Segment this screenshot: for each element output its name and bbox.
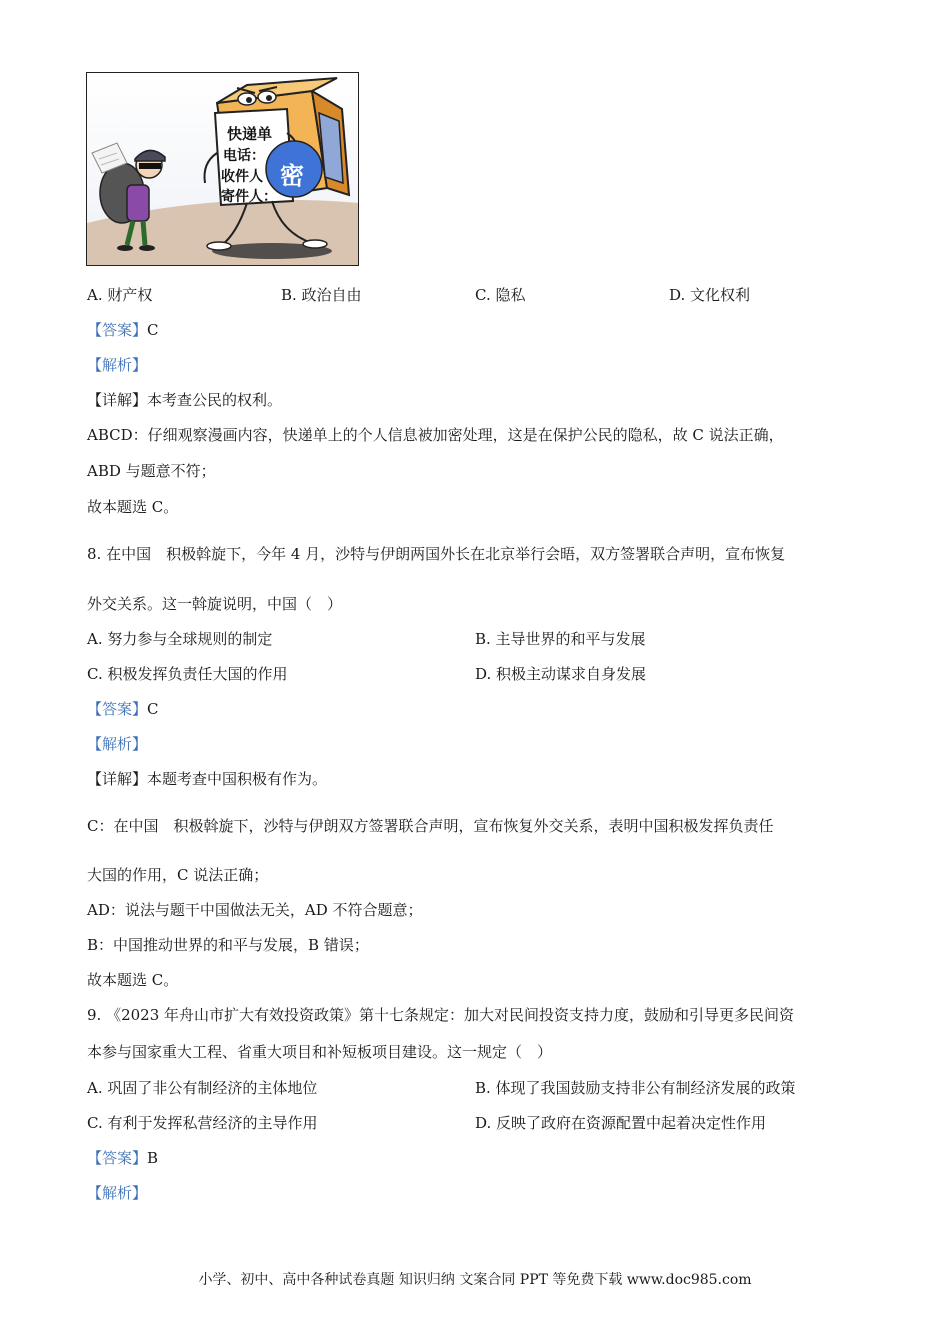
q7-analysis-tag: 【解析】 bbox=[87, 356, 148, 374]
q8-detail: 【详解】本题考查中国积极有作为。 bbox=[87, 770, 328, 788]
q9-option-a: A. 巩固了非公有制经济的主体地位 bbox=[87, 1079, 318, 1097]
answer-tag: 【答案】 bbox=[87, 321, 148, 339]
answer-value: B bbox=[147, 1149, 159, 1167]
answer-value: C bbox=[147, 321, 159, 339]
q8-option-b: B. 主导世界的和平与发展 bbox=[475, 630, 646, 648]
waybill-stamp: 密 bbox=[280, 162, 304, 190]
q9-answer bbox=[87, 1148, 158, 1168]
q7-conclusion: 故本题选 C。 bbox=[87, 498, 179, 516]
q8-analysis-tag: 【解析】 bbox=[87, 735, 148, 753]
q9-option-d: D. 反映了政府在资源配置中起着决定性作用 bbox=[475, 1114, 767, 1132]
q9-option-b: B. 体现了我国鼓励支持非公有制经济发展的政策 bbox=[475, 1079, 796, 1097]
q8-answer bbox=[87, 699, 159, 719]
q7-explain-2: ABD 与题意不符； bbox=[87, 462, 216, 480]
q7-option-b: B. 政治自由 bbox=[281, 286, 362, 304]
q9-option-c: C. 有利于发挥私营经济的主导作用 bbox=[87, 1114, 318, 1132]
q8-stem-1: 8. 在中国 积极斡旋下，今年 4 月，沙特与伊朗两国外长在北京举行会晤，双方签署联合声明，宣布恢复 bbox=[87, 545, 786, 563]
q8-explain-2: 大国的作用，C 说法正确； bbox=[87, 866, 269, 884]
q7-answer bbox=[87, 320, 159, 340]
q9-analysis-tag: 【解析】 bbox=[87, 1184, 148, 1202]
q8-option-c: C. 积极发挥负责任大国的作用 bbox=[87, 665, 288, 683]
q9-stem-2: 本参与国家重大工程、省重大项目和补短板项目建设。这一规定（ ） bbox=[87, 1043, 553, 1061]
q8-conclusion: 故本题选 C。 bbox=[87, 971, 179, 989]
cartoon-image bbox=[86, 72, 359, 266]
answer-value: C bbox=[147, 700, 159, 718]
q7-explain-1: ABCD：仔细观察漫画内容，快递单上的个人信息被加密处理，这是在保护公民的隐私，故 C 说法正确， bbox=[87, 426, 784, 444]
q8-stem-2: 外交关系。这一斡旋说明，中国（ ） bbox=[87, 595, 343, 613]
answer-tag: 【答案】 bbox=[87, 1149, 148, 1167]
waybill-title: 快递单 bbox=[227, 125, 273, 143]
q9-stem-1: 9. 《2023 年舟山市扩大有效投资政策》第十七条规定：加大对民间投资支持力度，鼓励和引导更多民间资 bbox=[87, 1006, 795, 1024]
q7-detail: 【详解】本考查公民的权利。 bbox=[87, 391, 283, 409]
waybill-recipient: 收件人 bbox=[221, 169, 263, 185]
q7-option-d: D. 文化权利 bbox=[669, 286, 751, 304]
q8-option-d: D. 积极主动谋求自身发展 bbox=[475, 665, 647, 683]
q7-option-c: C. 隐私 bbox=[475, 286, 526, 304]
q8-option-a: A. 努力参与全球规则的制定 bbox=[87, 630, 273, 648]
q8-explain-3: AD：说法与题干中国做法无关，AD 不符合题意； bbox=[87, 901, 423, 919]
q7-option-a: A. 财产权 bbox=[87, 286, 153, 304]
page-footer: 小学、初中、高中各种试卷真题 知识归纳 文案合同 PPT 等免费下载 www.doc985.com bbox=[198, 1272, 752, 1288]
waybill-phone: 电话： bbox=[223, 148, 265, 164]
answer-tag: 【答案】 bbox=[87, 700, 148, 718]
waybill-sender: 寄件人： bbox=[221, 189, 277, 205]
q8-explain-4: B：中国推动世界的和平与发展，B 错误； bbox=[87, 936, 369, 954]
q8-explain-1: C：在中国 积极斡旋下，沙特与伊朗双方签署联合声明，宣布恢复外交关系，表明中国积极发挥负责任 bbox=[87, 817, 774, 835]
